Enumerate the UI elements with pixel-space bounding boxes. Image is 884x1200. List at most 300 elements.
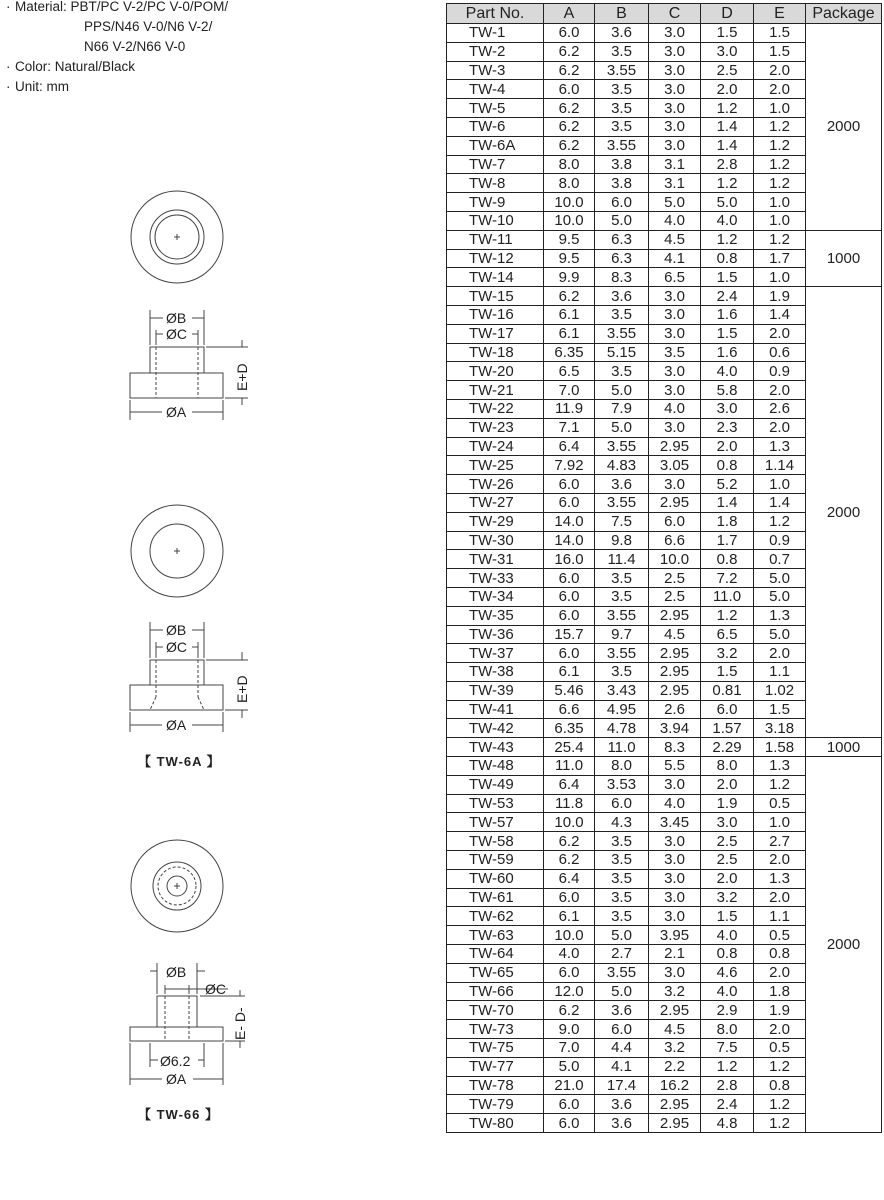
cell-a: 9.5 [544, 230, 595, 249]
cell-part-no: TW-59 [447, 851, 544, 870]
cell-e: 1.0 [754, 99, 806, 118]
cell-a: 6.0 [544, 80, 595, 99]
cell-d: 5.2 [701, 475, 754, 494]
cell-d: 8.0 [701, 1020, 754, 1039]
cell-e: 2.0 [754, 963, 806, 982]
material-value-3: N66 V-2/N66 V-0 [84, 39, 186, 54]
cell-b: 3.6 [595, 287, 649, 306]
cell-part-no: TW-16 [447, 305, 544, 324]
cell-d: 4.8 [701, 1114, 754, 1133]
cell-e: 5.0 [754, 569, 806, 588]
cell-d: 2.8 [701, 1076, 754, 1095]
header-a: A [544, 4, 595, 24]
cell-part-no: TW-65 [447, 963, 544, 982]
cell-e: 1.2 [754, 1057, 806, 1076]
cell-c: 3.2 [649, 982, 701, 1001]
cell-a: 6.0 [544, 888, 595, 907]
cell-e: 1.3 [754, 606, 806, 625]
cell-a: 11.9 [544, 399, 595, 418]
cell-c: 3.45 [649, 813, 701, 832]
cell-b: 3.8 [595, 155, 649, 174]
cell-b: 3.55 [595, 61, 649, 80]
cell-a: 6.0 [544, 1095, 595, 1114]
cell-c: 6.5 [649, 268, 701, 287]
cell-c: 8.3 [649, 738, 701, 757]
cell-c: 3.0 [649, 963, 701, 982]
dim-c-1: ØC [166, 326, 187, 342]
cell-e: 1.0 [754, 475, 806, 494]
cell-c: 2.95 [649, 437, 701, 456]
cell-part-no: TW-1 [447, 24, 544, 43]
dim-ed-3: E- D- [232, 1007, 248, 1040]
dim-c-2: ØC [166, 639, 187, 655]
cell-b: 3.6 [595, 24, 649, 43]
cell-c: 2.1 [649, 945, 701, 964]
cell-a: 6.2 [544, 851, 595, 870]
cell-a: 14.0 [544, 512, 595, 531]
cell-c: 3.0 [649, 324, 701, 343]
cell-package: 2000 [806, 757, 882, 1133]
cell-c: 6.0 [649, 512, 701, 531]
cell-a: 9.5 [544, 249, 595, 268]
cell-e: 1.4 [754, 305, 806, 324]
cell-e: 5.0 [754, 587, 806, 606]
cell-part-no: TW-48 [447, 757, 544, 776]
dim-ed-2: E+D [234, 675, 250, 703]
cell-c: 3.0 [649, 418, 701, 437]
cell-a: 14.0 [544, 531, 595, 550]
cell-d: 2.3 [701, 418, 754, 437]
cell-a: 6.0 [544, 569, 595, 588]
caption-tw-66: 【 TW-66 】 [138, 1107, 219, 1122]
cell-e: 1.0 [754, 193, 806, 212]
table-row [447, 230, 882, 249]
cell-b: 3.43 [595, 681, 649, 700]
cell-e: 1.5 [754, 42, 806, 61]
cell-a: 6.0 [544, 963, 595, 982]
cell-d: 1.5 [701, 24, 754, 43]
cell-c: 4.5 [649, 625, 701, 644]
dim-a-1: ØA [166, 404, 187, 420]
cell-a: 6.5 [544, 362, 595, 381]
cell-b: 6.3 [595, 249, 649, 268]
cell-e: 1.2 [754, 136, 806, 155]
cell-a: 6.1 [544, 663, 595, 682]
cell-a: 21.0 [544, 1076, 595, 1095]
cell-d: 7.2 [701, 569, 754, 588]
cell-d: 3.2 [701, 888, 754, 907]
cell-a: 11.0 [544, 757, 595, 776]
cell-e: 1.02 [754, 681, 806, 700]
cell-a: 6.2 [544, 136, 595, 155]
cell-c: 3.0 [649, 381, 701, 400]
cell-c: 3.0 [649, 117, 701, 136]
dim-ed-1: E+D [234, 363, 250, 391]
cell-part-no: TW-58 [447, 832, 544, 851]
cell-c: 3.0 [649, 61, 701, 80]
cell-e: 1.2 [754, 512, 806, 531]
cell-d: 3.0 [701, 399, 754, 418]
header-package: Package [806, 4, 882, 24]
cell-b: 5.0 [595, 926, 649, 945]
cell-b: 3.55 [595, 324, 649, 343]
cell-a: 6.1 [544, 305, 595, 324]
cell-e: 1.4 [754, 493, 806, 512]
cell-c: 4.5 [649, 230, 701, 249]
cell-c: 3.0 [649, 362, 701, 381]
cell-d: 4.0 [701, 362, 754, 381]
cell-b: 3.55 [595, 644, 649, 663]
cell-a: 6.2 [544, 287, 595, 306]
drawing-side-view-1 [130, 310, 248, 420]
cell-d: 1.4 [701, 493, 754, 512]
cell-part-no: TW-10 [447, 211, 544, 230]
cell-part-no: TW-80 [447, 1114, 544, 1133]
cell-c: 2.5 [649, 569, 701, 588]
cell-a: 11.8 [544, 794, 595, 813]
cell-e: 2.0 [754, 418, 806, 437]
material-value-1: PBT/PC V-2/PC V-0/POM/ [70, 0, 229, 14]
cell-d: 1.2 [701, 1057, 754, 1076]
cell-d: 2.9 [701, 1001, 754, 1020]
cell-b: 4.78 [595, 719, 649, 738]
table-header-row [447, 4, 882, 24]
cell-e: 1.1 [754, 663, 806, 682]
cell-d: 2.0 [701, 80, 754, 99]
cell-b: 3.5 [595, 569, 649, 588]
cell-e: 2.0 [754, 80, 806, 99]
cell-e: 0.8 [754, 945, 806, 964]
cell-part-no: TW-75 [447, 1039, 544, 1058]
cell-part-no: TW-41 [447, 700, 544, 719]
cell-c: 3.0 [649, 832, 701, 851]
cell-c: 2.95 [649, 493, 701, 512]
table-row [447, 738, 882, 757]
cell-b: 4.83 [595, 456, 649, 475]
cell-e: 0.5 [754, 926, 806, 945]
cell-b: 3.6 [595, 1114, 649, 1133]
cell-a: 6.4 [544, 869, 595, 888]
cell-d: 2.5 [701, 832, 754, 851]
cell-d: 4.6 [701, 963, 754, 982]
cell-d: 1.5 [701, 324, 754, 343]
cell-b: 3.5 [595, 362, 649, 381]
cell-c: 3.0 [649, 24, 701, 43]
cell-d: 11.0 [701, 587, 754, 606]
cell-d: 1.5 [701, 907, 754, 926]
cell-e: 1.2 [754, 230, 806, 249]
cell-c: 2.95 [649, 1095, 701, 1114]
cell-part-no: TW-70 [447, 1001, 544, 1020]
caption-tw-6a: 【 TW-6A 】 [138, 754, 221, 769]
cell-e: 1.2 [754, 155, 806, 174]
cell-part-no: TW-20 [447, 362, 544, 381]
cell-d: 2.5 [701, 851, 754, 870]
cell-part-no: TW-6 [447, 117, 544, 136]
cell-a: 10.0 [544, 211, 595, 230]
cell-e: 2.0 [754, 851, 806, 870]
cell-b: 3.5 [595, 663, 649, 682]
cell-e: 2.0 [754, 888, 806, 907]
cell-package: 1000 [806, 230, 882, 286]
cell-c: 3.0 [649, 851, 701, 870]
cell-c: 3.0 [649, 888, 701, 907]
cell-part-no: TW-5 [447, 99, 544, 118]
cell-d: 4.0 [701, 926, 754, 945]
cell-c: 2.5 [649, 587, 701, 606]
cell-d: 1.2 [701, 174, 754, 193]
cell-c: 3.0 [649, 869, 701, 888]
cell-d: 1.6 [701, 305, 754, 324]
cell-d: 2.0 [701, 437, 754, 456]
cell-d: 0.8 [701, 456, 754, 475]
cell-a: 6.0 [544, 1114, 595, 1133]
cell-e: 0.9 [754, 531, 806, 550]
cell-c: 4.0 [649, 794, 701, 813]
cell-a: 5.0 [544, 1057, 595, 1076]
cell-b: 9.8 [595, 531, 649, 550]
cell-d: 0.81 [701, 681, 754, 700]
cell-b: 3.5 [595, 42, 649, 61]
cell-b: 6.0 [595, 794, 649, 813]
cell-c: 3.2 [649, 1039, 701, 1058]
cell-e: 1.2 [754, 775, 806, 794]
drawing-top-view-1 [131, 191, 223, 283]
cell-part-no: TW-25 [447, 456, 544, 475]
cell-b: 3.5 [595, 869, 649, 888]
cell-a: 6.1 [544, 907, 595, 926]
cell-part-no: TW-27 [447, 493, 544, 512]
cell-c: 3.94 [649, 719, 701, 738]
cell-d: 3.0 [701, 813, 754, 832]
cell-e: 1.2 [754, 1095, 806, 1114]
cell-b: 6.3 [595, 230, 649, 249]
material-label: Material: [15, 0, 67, 14]
cell-part-no: TW-38 [447, 663, 544, 682]
cell-e: 0.8 [754, 1076, 806, 1095]
cell-a: 12.0 [544, 982, 595, 1001]
cell-c: 2.2 [649, 1057, 701, 1076]
cell-c: 3.1 [649, 155, 701, 174]
cell-part-no: TW-2 [447, 42, 544, 61]
header-b: B [595, 4, 649, 24]
cell-b: 6.0 [595, 1020, 649, 1039]
header-d: D [701, 4, 754, 24]
cell-b: 11.4 [595, 550, 649, 569]
cell-a: 6.0 [544, 606, 595, 625]
header-part-no: Part No. [447, 4, 544, 24]
cell-e: 2.0 [754, 61, 806, 80]
cell-part-no: TW-12 [447, 249, 544, 268]
cell-a: 6.2 [544, 1001, 595, 1020]
cell-b: 3.6 [595, 475, 649, 494]
cell-a: 9.0 [544, 1020, 595, 1039]
cell-part-no: TW-63 [447, 926, 544, 945]
table-row [447, 757, 882, 776]
cell-d: 1.5 [701, 663, 754, 682]
cell-c: 2.95 [649, 606, 701, 625]
cell-part-no: TW-78 [447, 1076, 544, 1095]
cell-b: 3.53 [595, 775, 649, 794]
cell-a: 10.0 [544, 193, 595, 212]
table-body [447, 24, 882, 1133]
cell-a: 6.2 [544, 61, 595, 80]
cell-c: 4.0 [649, 399, 701, 418]
cell-c: 3.95 [649, 926, 701, 945]
dim-a-3: ØA [166, 1071, 187, 1087]
cell-b: 5.0 [595, 982, 649, 1001]
cell-part-no: TW-79 [447, 1095, 544, 1114]
cell-d: 4.0 [701, 211, 754, 230]
cell-d: 3.0 [701, 42, 754, 61]
cell-part-no: TW-57 [447, 813, 544, 832]
table-row [447, 287, 882, 306]
cell-b: 3.55 [595, 963, 649, 982]
cell-part-no: TW-15 [447, 287, 544, 306]
unit-spec: · Unit: mm [6, 77, 228, 97]
cell-e: 2.0 [754, 1020, 806, 1039]
cell-d: 6.5 [701, 625, 754, 644]
cell-e: 1.8 [754, 982, 806, 1001]
cell-b: 9.7 [595, 625, 649, 644]
dim-b-1: ØB [166, 310, 187, 326]
cell-part-no: TW-34 [447, 587, 544, 606]
cell-d: 1.9 [701, 794, 754, 813]
cell-a: 7.92 [544, 456, 595, 475]
cell-e: 1.3 [754, 757, 806, 776]
cell-b: 6.0 [595, 193, 649, 212]
cell-c: 4.1 [649, 249, 701, 268]
cell-c: 3.0 [649, 775, 701, 794]
cell-part-no: TW-61 [447, 888, 544, 907]
header-c: C [649, 4, 701, 24]
cell-b: 5.0 [595, 211, 649, 230]
cell-a: 8.0 [544, 174, 595, 193]
cell-part-no: TW-36 [447, 625, 544, 644]
cell-e: 1.7 [754, 249, 806, 268]
cell-b: 3.5 [595, 99, 649, 118]
cell-e: 5.0 [754, 625, 806, 644]
cell-e: 2.6 [754, 399, 806, 418]
cell-d: 0.8 [701, 945, 754, 964]
cell-b: 11.0 [595, 738, 649, 757]
cell-b: 8.3 [595, 268, 649, 287]
cell-part-no: TW-3 [447, 61, 544, 80]
cell-c: 2.6 [649, 700, 701, 719]
cell-e: 1.2 [754, 117, 806, 136]
cell-a: 9.9 [544, 268, 595, 287]
cell-d: 0.8 [701, 550, 754, 569]
cell-d: 0.8 [701, 249, 754, 268]
cell-b: 3.6 [595, 1001, 649, 1020]
cell-package: 2000 [806, 24, 882, 231]
table-row [447, 24, 882, 43]
cell-d: 1.4 [701, 117, 754, 136]
cell-d: 2.0 [701, 775, 754, 794]
cell-part-no: TW-62 [447, 907, 544, 926]
cell-b: 3.5 [595, 832, 649, 851]
cell-e: 1.3 [754, 437, 806, 456]
cell-part-no: TW-30 [447, 531, 544, 550]
cell-e: 1.9 [754, 1001, 806, 1020]
cell-b: 3.5 [595, 80, 649, 99]
cell-e: 0.5 [754, 1039, 806, 1058]
cell-part-no: TW-31 [447, 550, 544, 569]
technical-drawings [0, 0, 440, 1200]
cell-a: 6.0 [544, 24, 595, 43]
cell-part-no: TW-22 [447, 399, 544, 418]
cell-part-no: TW-77 [447, 1057, 544, 1076]
cell-c: 5.5 [649, 757, 701, 776]
cell-a: 6.0 [544, 475, 595, 494]
cell-e: 2.7 [754, 832, 806, 851]
cell-c: 4.5 [649, 1020, 701, 1039]
cell-b: 17.4 [595, 1076, 649, 1095]
cell-b: 5.0 [595, 418, 649, 437]
cell-part-no: TW-43 [447, 738, 544, 757]
cell-c: 10.0 [649, 550, 701, 569]
cell-c: 2.95 [649, 1001, 701, 1020]
cell-d: 1.2 [701, 230, 754, 249]
cell-package: 1000 [806, 738, 882, 757]
dim-d62-3: Ø6.2 [160, 1053, 191, 1069]
cell-b: 3.5 [595, 305, 649, 324]
cell-d: 2.8 [701, 155, 754, 174]
cell-d: 1.6 [701, 343, 754, 362]
cell-d: 2.5 [701, 61, 754, 80]
drawing-side-view-2 [130, 622, 248, 732]
cell-part-no: TW-23 [447, 418, 544, 437]
cell-e: 1.1 [754, 907, 806, 926]
cell-a: 6.2 [544, 42, 595, 61]
cell-d: 5.0 [701, 193, 754, 212]
cell-d: 7.5 [701, 1039, 754, 1058]
cell-part-no: TW-33 [447, 569, 544, 588]
cell-part-no: TW-24 [447, 437, 544, 456]
cell-e: 2.0 [754, 324, 806, 343]
cell-c: 3.0 [649, 99, 701, 118]
cell-a: 6.2 [544, 99, 595, 118]
cell-d: 4.0 [701, 982, 754, 1001]
cell-c: 3.0 [649, 305, 701, 324]
cell-b: 4.4 [595, 1039, 649, 1058]
cell-part-no: TW-7 [447, 155, 544, 174]
cell-part-no: TW-9 [447, 193, 544, 212]
cell-e: 1.9 [754, 287, 806, 306]
cell-b: 7.9 [595, 399, 649, 418]
cell-a: 6.2 [544, 832, 595, 851]
cell-c: 2.95 [649, 681, 701, 700]
cell-part-no: TW-64 [447, 945, 544, 964]
cell-b: 2.7 [595, 945, 649, 964]
cell-part-no: TW-35 [447, 606, 544, 625]
cell-a: 6.0 [544, 644, 595, 663]
cell-part-no: TW-49 [447, 775, 544, 794]
cell-c: 3.05 [649, 456, 701, 475]
cell-a: 6.2 [544, 117, 595, 136]
cell-part-no: TW-53 [447, 794, 544, 813]
cell-d: 5.8 [701, 381, 754, 400]
cell-package: 2000 [806, 287, 882, 738]
cell-b: 3.5 [595, 117, 649, 136]
cell-c: 3.1 [649, 174, 701, 193]
cell-d: 2.4 [701, 287, 754, 306]
cell-d: 1.5 [701, 268, 754, 287]
cell-d: 1.7 [701, 531, 754, 550]
cell-b: 8.0 [595, 757, 649, 776]
cell-e: 1.2 [754, 1114, 806, 1133]
cell-a: 7.0 [544, 1039, 595, 1058]
